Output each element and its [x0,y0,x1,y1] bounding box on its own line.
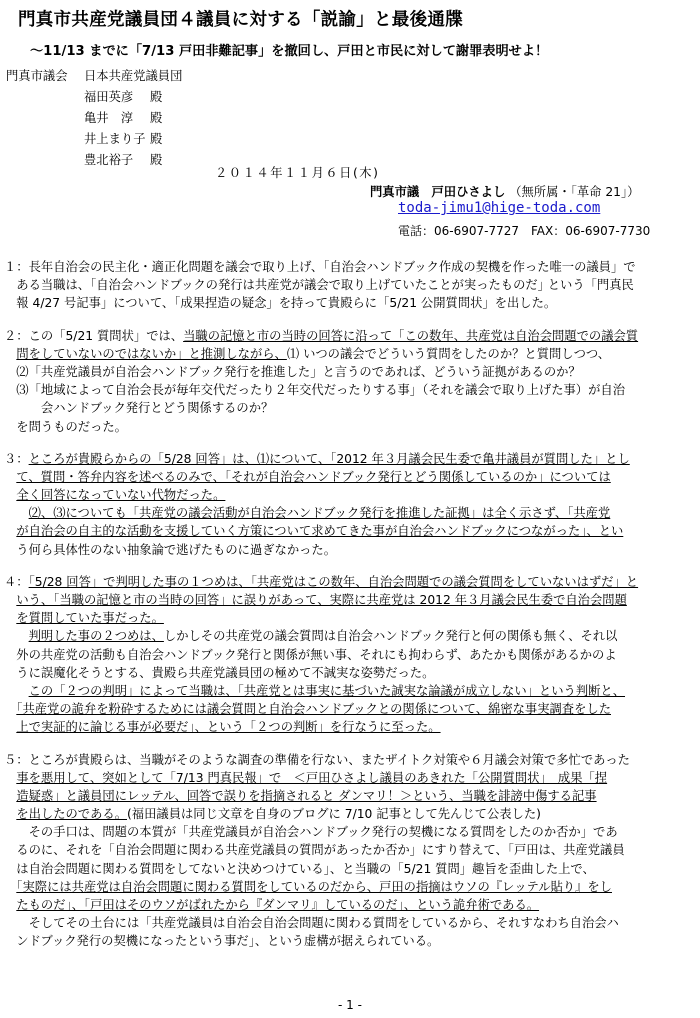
text-line [4,363,694,381]
text-line [4,700,694,718]
text-line [4,294,694,312]
sender-affiliation: （無所属・｢革命 21｣） [509,185,640,199]
paragraph-4 [4,573,694,737]
underlined-text: いう、「当職の記憶と市の当時の回答」に誤りがあって、実際に共産党は 2012 年３月議会民生委で自治会問題 [16,593,627,607]
addressee-members [84,87,162,171]
member-row [84,87,162,108]
text-line [4,541,694,559]
text-segment [4,470,16,484]
underlined-text: を質問していた事だった。 [16,611,164,626]
paragraph-5 [4,751,694,951]
underlined-text: 全く回答になっていない代物だった。 [16,488,226,503]
document-body [4,258,694,965]
text-line [4,646,694,664]
member-row [84,108,162,129]
text-segment [4,524,16,538]
text-segment: う何ら具体性のない抽象論で逃げたものに過ぎなかった。 [4,542,337,557]
document-date: ２０１４年１１月６日(木) [215,166,380,180]
text-line [4,573,694,591]
text-line [4,381,694,399]
sender-line [370,182,639,200]
underlined-text: ⑵、⑶についても「共産党の議会活動が自治会ハンドブック発行を推進した証拠」は全く示さず、「共産党 [28,506,611,521]
text-line [4,486,694,504]
underlined-text: 「共産党の詭弁を粉砕するためには議会質問と自治会ハンドブックとの関係について、綿密な事実調査をした [16,702,611,717]
text-segment: るのに、それを「自治会問題に関わる共産党議員の質問があったか否か」にすり替えて、「戸田は、共産党議員 [4,843,625,858]
underlined-text: 判明した事の２つめは、 [28,629,164,644]
member-honorific: 殿 [150,132,163,146]
text-line [4,468,694,486]
text-line [4,504,694,522]
text-segment: ２：この「5/21 質問状」では、 [4,328,184,343]
text-line [4,664,694,682]
text-line [4,276,694,294]
member-honorific: 殿 [150,153,163,167]
underlined-text: て、質問・答弁内容を述べるのみで、「それが自治会ハンドブック発行とどう関係しているのか」については [16,469,611,484]
text-segment [4,898,16,912]
sender-name: 門真市議 戸田ひさよし [370,185,506,199]
member-name: 福田英彦 [84,90,134,104]
underlined-text: 「5/28 回答」で判明した事の１つめは、「共産党はこの数年、自治会問題での議会質問をしていないはずだ」と [28,574,639,589]
sender-email-link[interactable]: toda-jimu1@hige-toda.com [398,200,601,216]
text-segment [4,789,16,803]
paragraph-3 [4,450,694,559]
text-segment [4,720,16,734]
text-segment [4,506,29,520]
underlined-text: 「実際には共産党は自治会問題に関わる質問をしているのだから、戸田の指摘はウソの『レッテル貼り』をし [16,879,612,894]
text-segment: その手口は、問題の本質が「共産党議員が自治会ハンドブック発行の契機になる質問をしたのか否か」であ [4,825,618,840]
text-segment: ３： [4,451,29,466]
text-segment [4,807,16,821]
member-name: 井上まり子 [84,132,146,146]
text-segment [4,771,16,785]
text-segment: ⑴ いつの議会でどういう質問をしたのか？と質問しつつ、 [286,346,610,361]
text-line [4,878,694,896]
text-line [4,345,694,363]
text-segment: 外の共産党の活動も自治会ハンドブック発行と関係が無い事、それにも拘わらず、あたかも関係があるかのよ [4,647,617,662]
text-line [4,258,694,276]
text-segment [4,684,29,698]
underlined-text: たものだ」、「戸田はそのウソがばれたから『ダンマリ』しているのだ」、という詭弁術である。 [16,898,540,912]
addressee-org2: 日本共産党議員団 [84,69,183,83]
text-segment: １：長年自治会の民主化・適正化問題を議会で取り上げ、「自治会ハンドブック作成の契機を作った唯一の議員」で [4,260,636,274]
text-line [4,718,694,736]
text-segment: ５：ところが貴殿らは、当職がそのような調査の準備を行ない、またザイトク対策や６月議会対策で多忙であった [4,752,630,767]
underlined-text: を出したのである。 [16,807,127,822]
page-number: - 1 - [338,998,362,1012]
text-segment [4,347,16,361]
text-segment [4,593,16,607]
text-segment [4,702,16,716]
underlined-text: 事を悪用して、突如として「7/13 門真民報」で ＜戸田ひさよし議員のあきれた「公開質問状」 成果「捏 [16,770,608,785]
text-line [4,751,694,769]
underlined-text: この「２つの判明」によって当職は、「共産党とは事実に基づいた誠実な論議が成立しない」という判断と、 [28,683,626,698]
member-row [84,150,162,171]
member-honorific: 殿 [150,90,163,104]
underlined-text: 上で実証的に論じる事が必要だ」、という「２つの判断」を行なうに至った。 [16,720,441,735]
member-row [84,129,162,150]
underlined-text: が自治会の自主的な活動を支援していく方策について求めてきた事が自治会ハンドブックにつながった」、とい [16,524,624,539]
text-segment: ⑶「地域によって自治会長が毎年交代だったり２年交代だったりする事」（それを議会で取り上げた事）が自治 [4,383,625,398]
text-segment: ４： [4,574,29,589]
underlined-text: 当職の記憶と市の当時の回答に沿って「この数年、共産党は自治会問題での議会質 [183,328,639,343]
text-line [4,769,694,787]
text-segment: ンドブック発行の契機になったという事だ」、という虚構が据えられている。 [4,934,440,949]
text-line [4,327,694,345]
text-segment: しかしその共産党の議会質問は自治会ハンドブック発行と何の関係も無く、それ以 [163,629,618,644]
text-line [4,860,694,878]
paragraph-1 [4,258,694,313]
document-title: 門真市共産党議員団４議員に対する「説諭」と最後通牒 [18,10,463,30]
underlined-text: 問をしていないのではないか」と推測しながら、 [16,346,287,361]
text-line [4,932,694,950]
text-segment [4,488,16,502]
text-line [4,627,694,645]
paragraph-2 [4,327,694,436]
text-segment: 会ハンドブック発行とどう関係するのか？ [4,401,274,416]
text-line [4,522,694,540]
text-segment: を問うものだった。 [4,419,127,434]
text-line [4,805,694,823]
text-line [4,609,694,627]
text-line [4,399,694,417]
text-line [4,682,694,700]
text-line [4,896,694,914]
text-line [4,787,694,805]
member-name: 亀井 淳 [84,111,134,125]
underlined-text: 造疑惑」と議員団にレッテル、回答で誤りを指摘されると ダンマリ！＞という、当職を誹謗中傷する記事 [16,788,597,803]
text-segment: (福田議員は同じ文章を自身のブログに 7/10 記事として先んじて公表した) [127,807,541,822]
text-segment [4,629,29,643]
text-line [4,450,694,468]
text-line [4,418,694,436]
text-line [4,823,694,841]
text-line [4,914,694,932]
text-line [4,591,694,609]
document-subtitle: ～11/13 までに「7/13 戸田非難記事」を撤回し、戸田と市民に対して謝罪表明せよ！ [30,44,549,59]
text-segment [4,611,16,625]
member-name: 豊北裕子 [84,153,134,167]
underlined-text: ところが貴殿らからの「5/28 回答」は、⑴について、「2012 年３月議会民生委で亀井議員が質問した」とし [28,451,630,466]
addressee-org1: 門真市議会 [6,69,68,83]
member-honorific: 殿 [150,111,163,125]
text-segment: ある当職は、｢自治会ハンドブックの発行は共産党が議会で取り上げていたことが実ったものだ｣ という「門真民 [4,278,634,293]
text-segment: ⑵「共産党議員が自治会ハンドブック発行を推進した」と言うのであれば、どういう証拠があるのか？ [4,364,581,379]
text-segment: は自治会問題に関わる質問をしてないと決めつけている」、と当職の「5/21 質問」趣旨を歪曲した上で、 [4,861,595,876]
sender-phone: 電話：06-6907-7727 FAX：06-6907-7730 [398,224,651,238]
text-segment: うに誤魔化そうとする、貴殿ら共産党議員団の極めて不誠実な姿勢だった。 [4,665,435,680]
text-line [4,841,694,859]
text-segment: 報 4/27 号記事」について、「成果捏造の疑念」を持って貴殿らに「5/21 公開質問状」を出した。 [4,296,557,311]
text-segment: そしてその土台には「共産党議員は自治会自治会問題に関わる質問をしているから、それすなわち自治会ハ [4,916,619,931]
text-segment [4,880,16,894]
